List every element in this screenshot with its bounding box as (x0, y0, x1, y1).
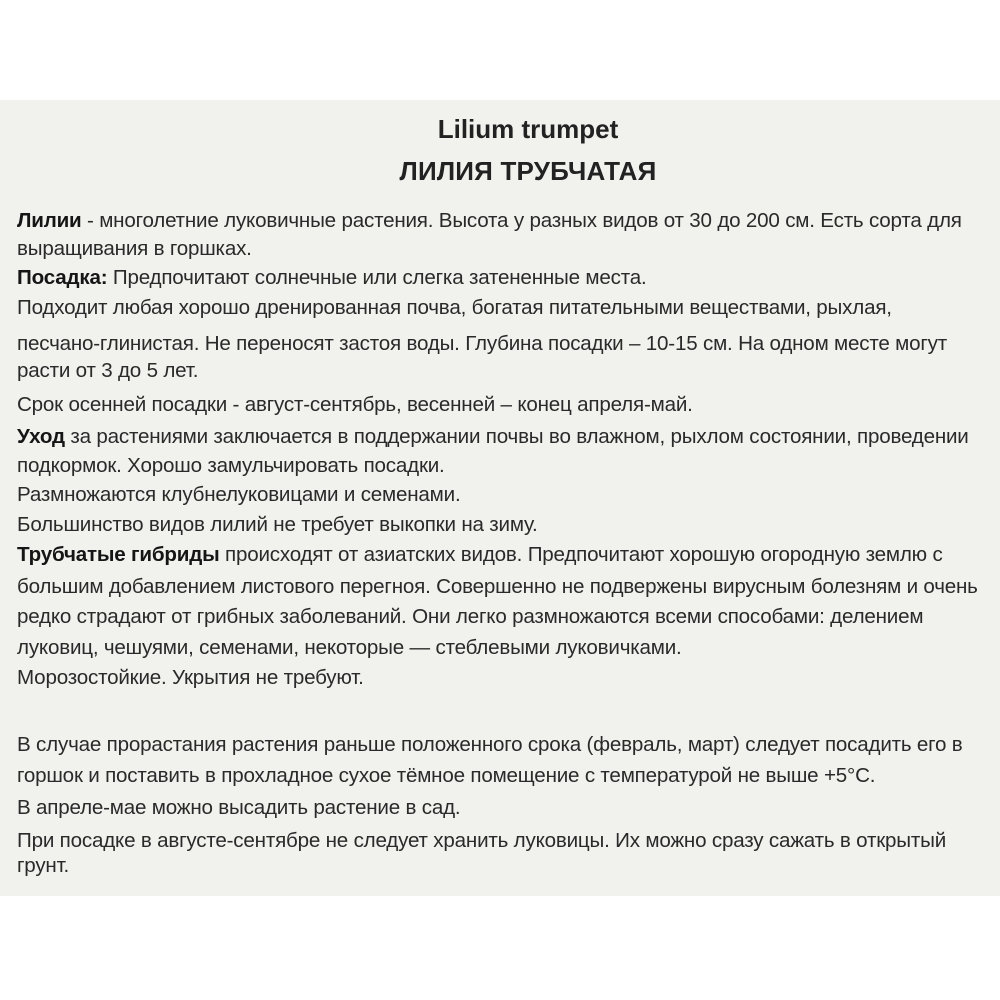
text-line: подкормок. Хорошо замульчировать посадки. (17, 454, 445, 477)
text-line: горшок и поставить в прохладное сухое тёмное помещение с температурой не выше +5°С. (17, 764, 876, 787)
text-line-posadka (17, 264, 647, 292)
text-line: большим добавлением листового перегноя. Совершенно не подвержены вирусным болезням и очень (17, 575, 978, 598)
line-text: Предпочитают солнечные или слегка затененные места. (107, 266, 647, 289)
latin-title: Lilium trumpet (437, 114, 619, 144)
line-text: за растениями заключается в поддержании почвы во влажном, рыхлом состоянии, проведении (64, 425, 969, 448)
text-line: расти от 3 до 5 лет. (17, 359, 199, 382)
heading-lilii: Лилии (17, 209, 82, 232)
text-line-hybrids (17, 541, 943, 569)
text-line: редко страдают от грибных заболеваний. Они легко размножаются всеми способами: делением (17, 605, 924, 628)
text-line: луковиц, чешуями, семенами, некоторые — стеблевыми луковичками. (17, 636, 682, 659)
text-line: грунт. (17, 854, 70, 877)
text-line: Размножаются клубнелуковицами и семенами. (17, 483, 461, 506)
text-line: Подходит любая хорошо дренированная почва, богатая питательными веществами, рыхлая, (17, 296, 892, 319)
heading-ukhod: Уход (17, 425, 65, 448)
text-line: Срок осенней посадки - август-сентябрь, весенней – конец апреля-май. (17, 393, 693, 416)
product-label (0, 100, 1000, 896)
text-line: Морозостойкие. Укрытия не требуют. (17, 666, 364, 689)
text-line: В случае прорастания растения раньше положенного срока (февраль, март) следует посадить его в (17, 733, 963, 756)
text-line: При посадке в августе-сентябре не следует хранить луковицы. Их можно сразу сажать в открытый (17, 829, 946, 852)
russian-title: ЛИЛИЯ ТРУБЧАТАЯ (399, 156, 657, 186)
heading-hybrids: Трубчатые гибриды (17, 543, 220, 566)
text-line: песчано-глинистая. Не переносят застоя воды. Глубина посадки – 10-15 см. На одном месте могут (17, 332, 947, 355)
text-line: выращивания в горшках. (17, 237, 252, 260)
text-line-lilii (17, 207, 962, 235)
line-text: - многолетние луковичные растения. Высота у разных видов от 30 до 200 см. Есть сорта для (81, 209, 962, 232)
heading-posadka: Посадка: (17, 266, 108, 289)
text-line-ukhod (17, 423, 969, 451)
text-line: В апреле-мае можно высадить растение в сад. (17, 796, 461, 819)
line-text: происходят от азиатских видов. Предпочитают хорошую огородную землю с (219, 543, 943, 566)
text-line: Большинство видов лилий не требует выкопки на зиму. (17, 513, 538, 536)
